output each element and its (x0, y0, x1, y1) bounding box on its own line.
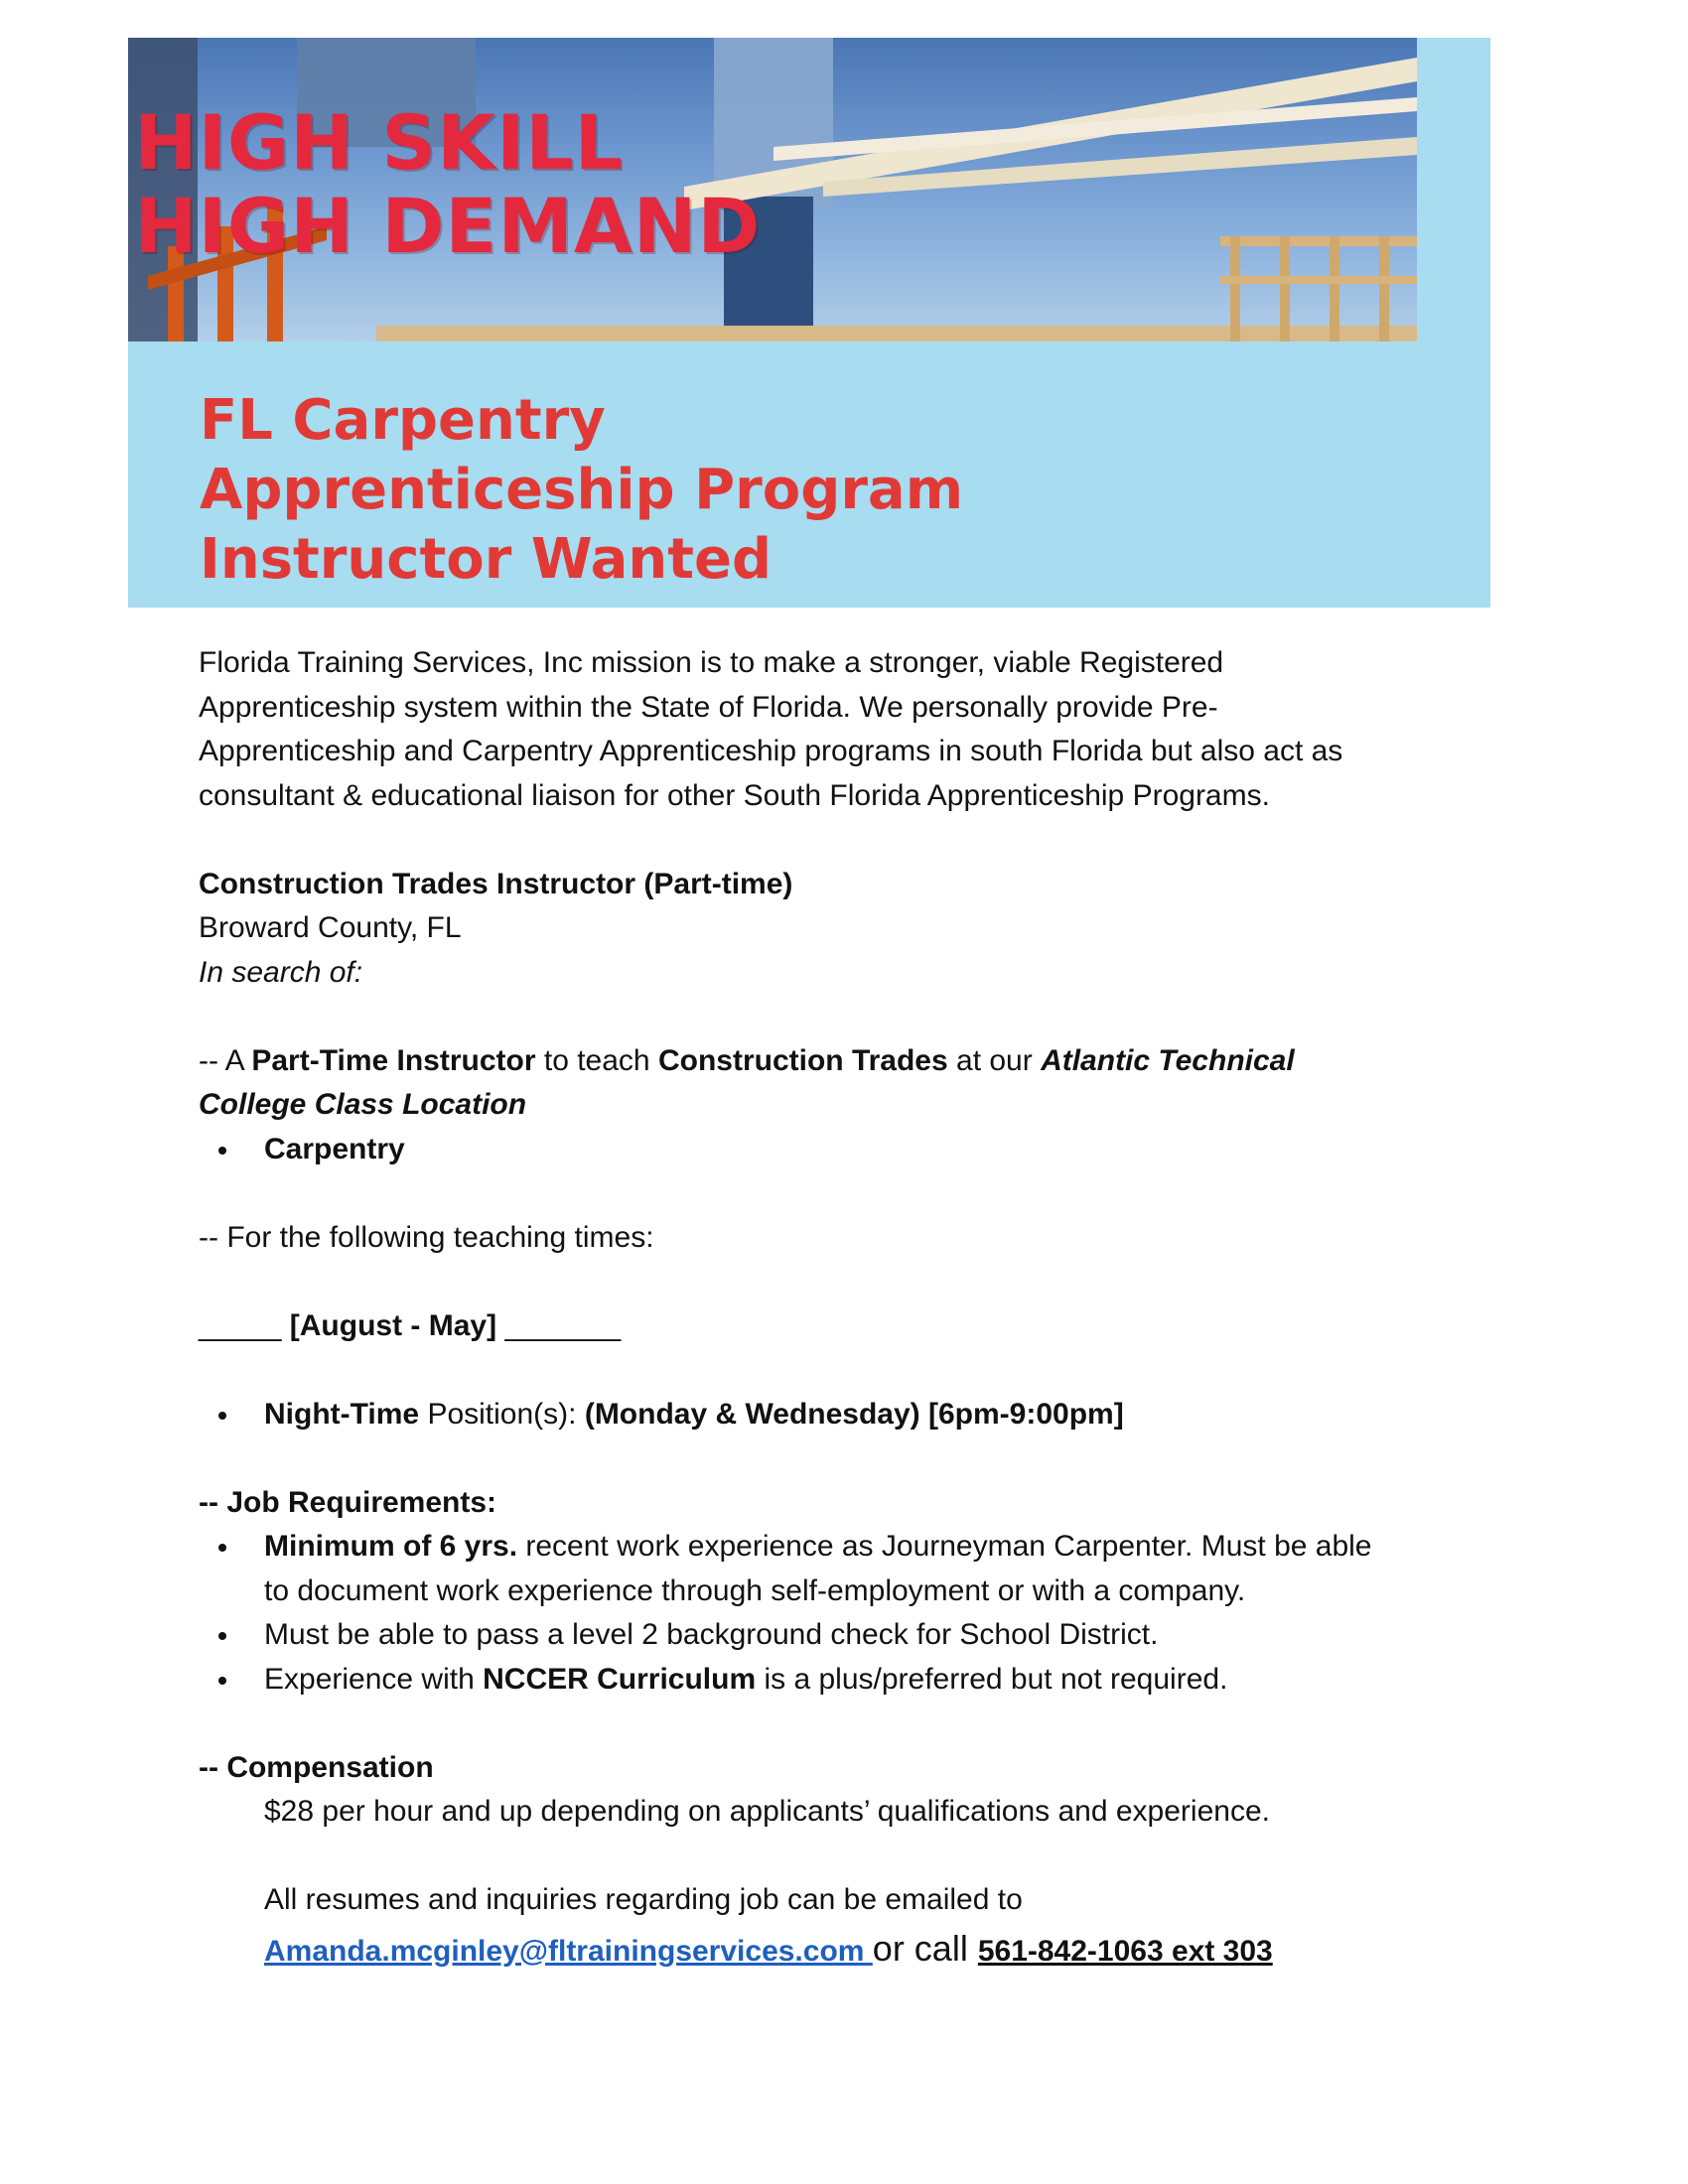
email-link[interactable]: Amanda.mcginley@fltrainingservices.com (264, 1934, 873, 1968)
banner-title-line-1: FL Carpentry (200, 388, 606, 453)
contact-details (199, 1927, 1509, 1975)
compensation-rate: $28 per hour and up depending on applicants’ qualifications and experience. (264, 1795, 1270, 1828)
requirements-list (199, 1525, 1509, 1702)
search-label: In search of: (199, 955, 363, 989)
list-item: Experience with NCCER Curriculum is a plus/preferred but not required. (199, 1658, 1509, 1703)
intro-line: Florida Training Services, Inc mission is to make a stronger, viable Registered (199, 646, 1224, 679)
requirements-heading: -- Job Requirements: (199, 1485, 497, 1519)
construction-photo (128, 38, 1417, 341)
list-item: Night-Time Position(s): (Monday & Wednesday) [6pm-9:00pm] (199, 1393, 1509, 1437)
banner-title-line-2: Apprenticeship Program (200, 458, 964, 522)
list-item: Carpentry (199, 1128, 1509, 1172)
list-item: Must be able to pass a level 2 background check for School District. (199, 1613, 1509, 1658)
compensation-heading: -- Compensation (199, 1750, 434, 1784)
banner-title-line-3: Instructor Wanted (200, 527, 773, 592)
phone-number[interactable]: 561-842-1063 ext 303 (977, 1934, 1273, 1968)
schedule-list (199, 1393, 1509, 1437)
banner-photo-line-2: HIGH DEMAND (134, 182, 762, 270)
schedule-heading: -- For the following teaching times: (199, 1220, 654, 1254)
wanted-location-cont: College Class Location (199, 1088, 527, 1121)
banner-photo-line-1: HIGH SKILL (134, 98, 625, 187)
trade-list (199, 1128, 1509, 1172)
intro-line: consultant & educational liaison for other South Florida Apprenticeship Programs. (199, 778, 1270, 812)
job-location: Broward County, FL (199, 911, 462, 944)
contact-line: All resumes and inquiries regarding job can be emailed to (264, 1883, 1023, 1916)
or-call-text: or call (872, 1927, 978, 1969)
schedule-period: _____ [August - May] _______ (199, 1308, 622, 1342)
list-item: Minimum of 6 yrs. recent work experience as Journeyman Carpenter. Must be able to document work experience through self-employment or with a company. (199, 1525, 1509, 1613)
intro-line: Apprenticeship system within the State of Florida. We personally provide Pre- (199, 690, 1218, 724)
job-title: Construction Trades Instructor (Part-time) (199, 867, 793, 900)
wanted-line: -- A Part-Time Instructor to teach Construction Trades at our Atlantic Technical (199, 1043, 1295, 1077)
job-posting-body (199, 641, 1509, 1974)
header-banner (128, 38, 1490, 608)
intro-line: Apprenticeship and Carpentry Apprenticeship programs in south Florida but also act as (199, 735, 1343, 767)
